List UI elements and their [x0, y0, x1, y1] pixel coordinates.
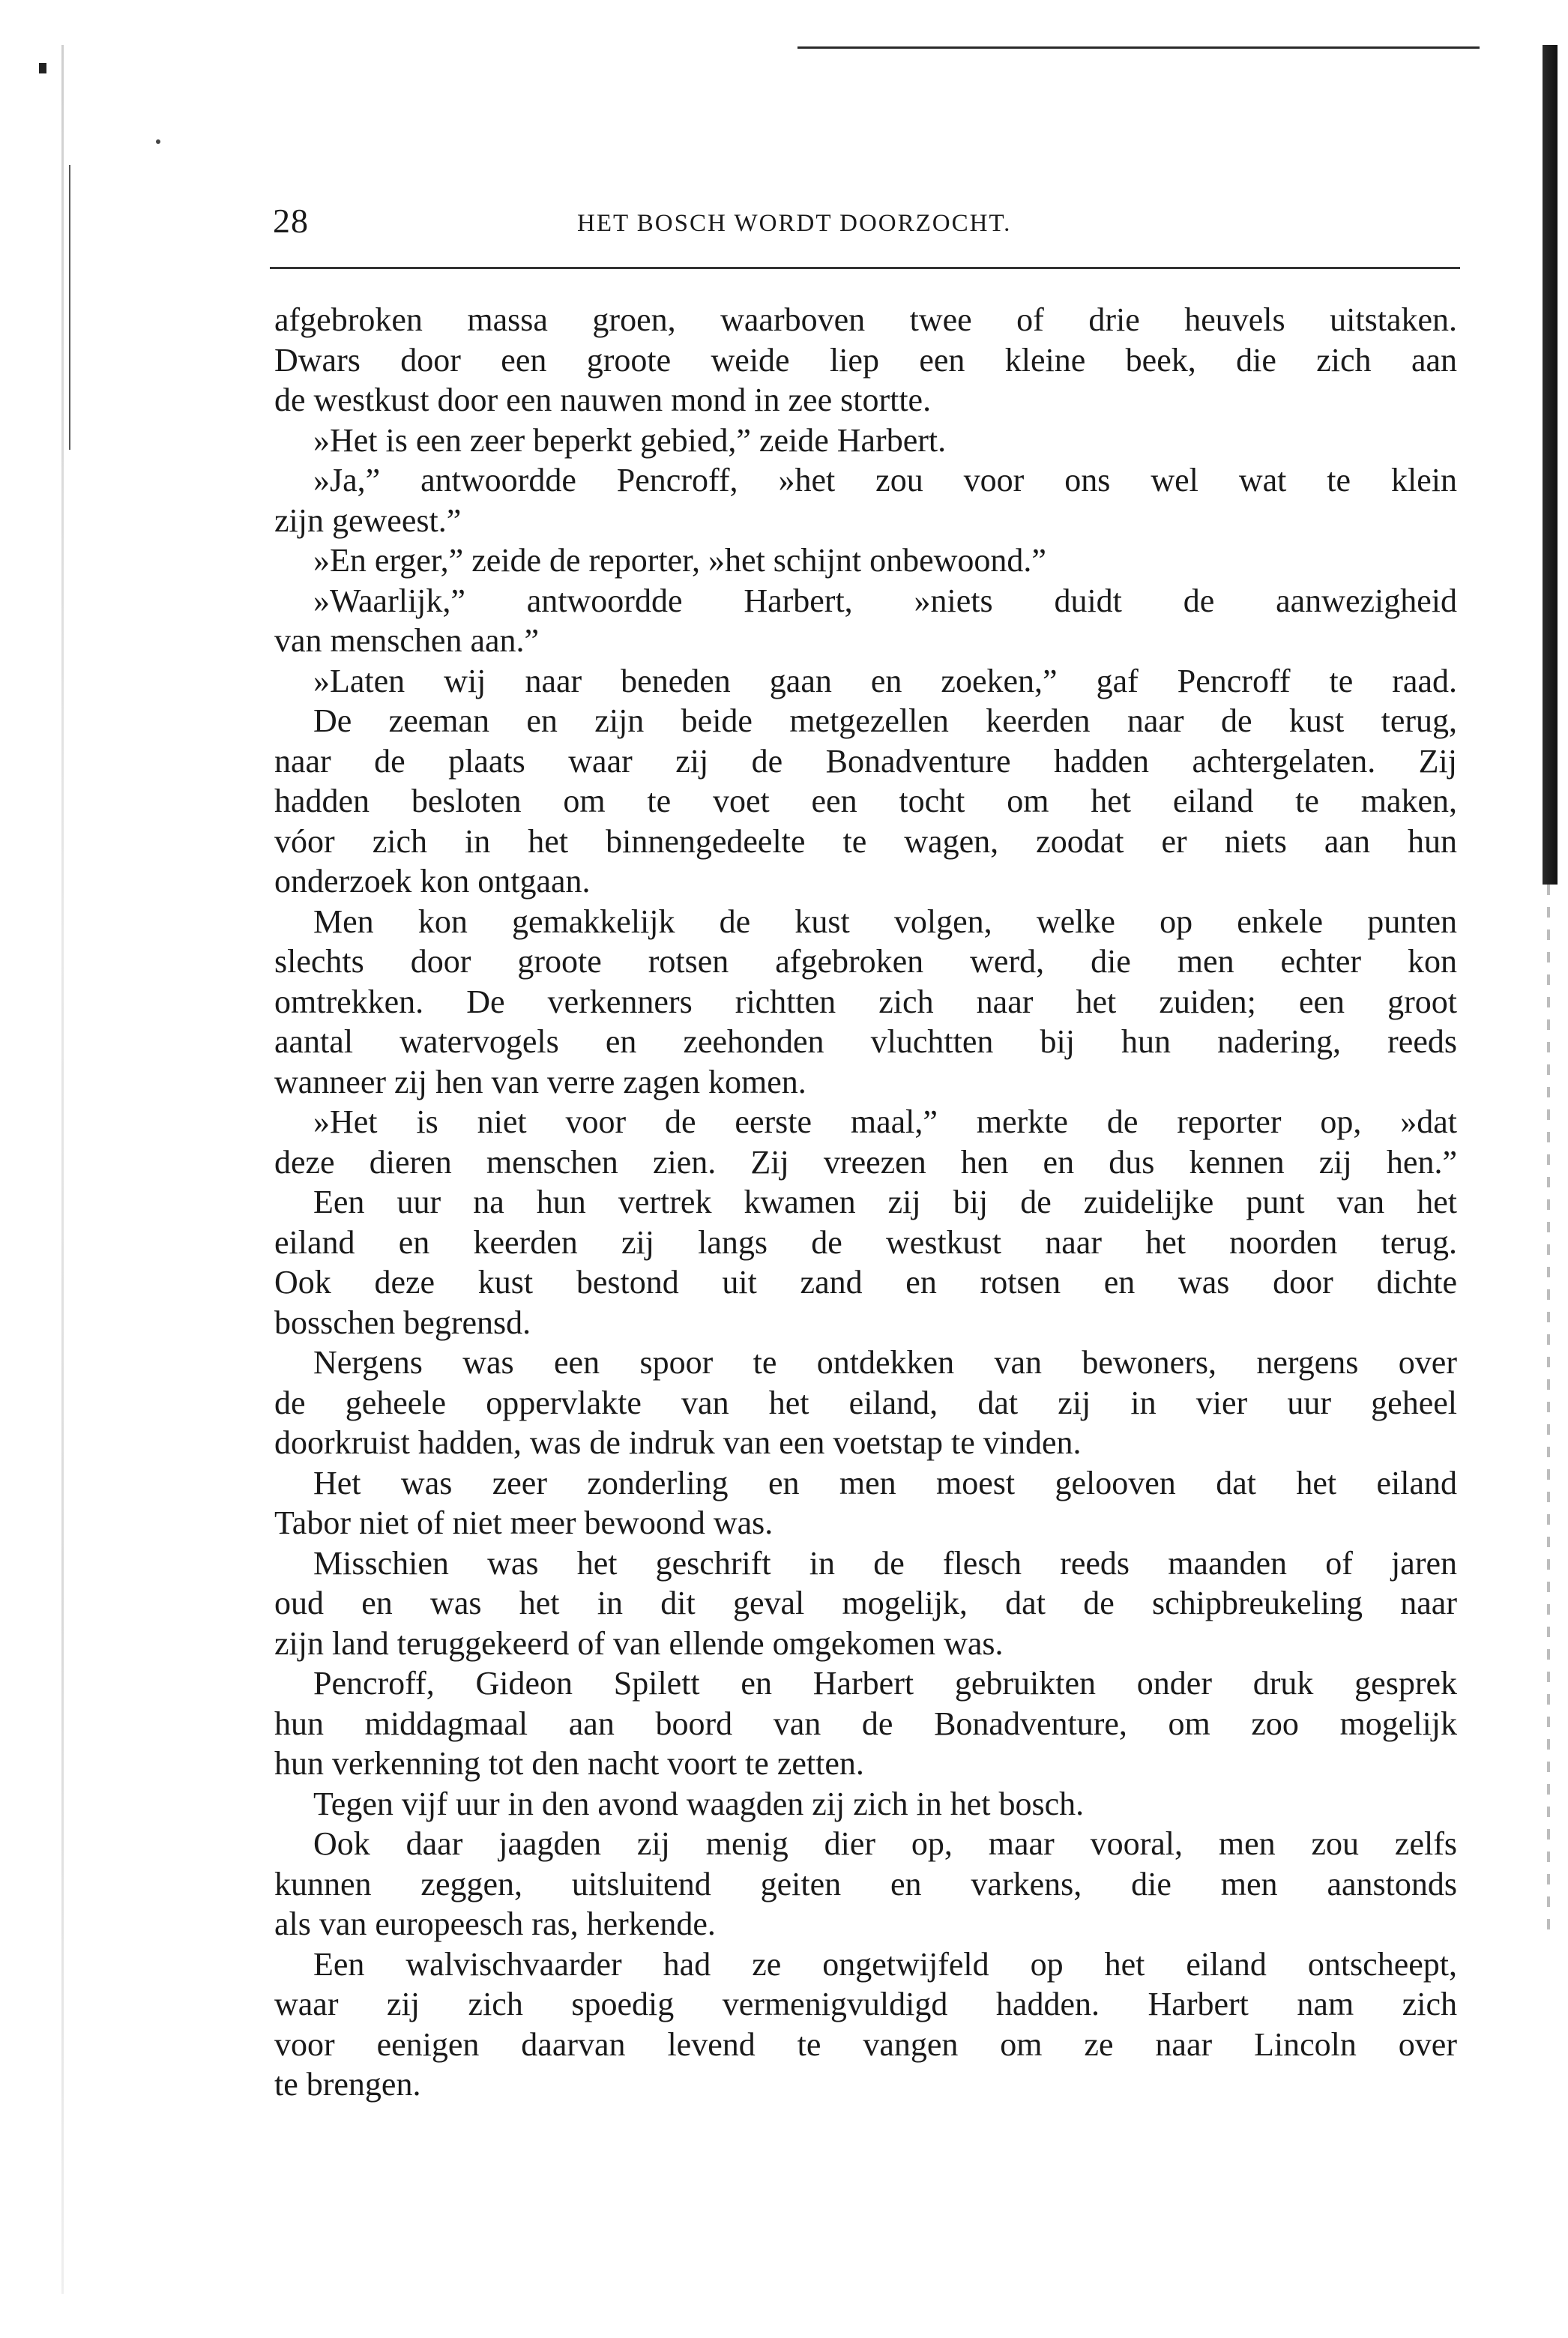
text-line: »En erger,” zeide de reporter, »het schijnt onbewoond.” [313, 542, 1046, 579]
text-line: Een uur na hun vertrek kwamen zij bij de zuidelijke punt van het [313, 1184, 1457, 1220]
text-line: aantal watervogels en zeehonden vluchtten bij hun nadering, reeds [274, 1023, 1457, 1060]
text-line: Pencroff, Gideon Spilett en Harbert gebruikten onder druk gesprek [313, 1665, 1457, 1702]
text-line: Ook daar jaagden zij menig dier op, maar vooral, men zou zelfs [313, 1825, 1457, 1862]
text-line: hun middagmaal aan boord van de Bonadventure, om zoo mogelijk [274, 1705, 1457, 1742]
scan-edge-right-lower [1547, 885, 1550, 1934]
scan-edge-left [61, 45, 64, 2294]
scan-dot [156, 139, 160, 144]
text-line: hadden besloten om te voet een tocht om het eiland te maken, [274, 783, 1457, 819]
text-line: deze dieren menschen zien. Zij vreezen hen en dus kennen zij hen.” [274, 1143, 1457, 1181]
text-line: zijn geweest.” [274, 501, 462, 539]
text-line: De zeeman en zijn beide metgezellen keerden naar de kust terug, [313, 702, 1457, 739]
text-line: de westkust door een nauwen mond in zee stortte. [274, 382, 932, 418]
running-title: HET BOSCH WORDT DOORZOCHT. [577, 210, 1012, 237]
text-line: Het was zeer zonderling en men moest gelooven dat het eiland [313, 1464, 1457, 1501]
text-line: als van europeesch ras, herkende. [274, 1905, 716, 1942]
text-line: te brengen. [274, 2066, 421, 2103]
page-number: 28 [273, 202, 309, 240]
text-line: naar de plaats waar zij de Bonadventure hadden achtergelaten. Zij [274, 742, 1457, 780]
text-line: kunnen zeggen, uitsluitend geiten en varkens, die men aanstonds [274, 1865, 1457, 1902]
text-line: vóor zich in het binnengedeelte te wagen, zoodat er niets aan hun [274, 822, 1457, 860]
text-line: omtrekken. De verkenners richtten zich naar het zuiden; een groot [274, 983, 1457, 1020]
text-line: »Het is een zeer beperkt gebied,” zeide Harbert. [313, 421, 947, 459]
text-line: slechts door groote rotsen afgebroken werd, die men echter kon [274, 943, 1457, 980]
text-line: eiland en keerden zij langs de westkust naar het noorden terug. [274, 1223, 1457, 1261]
scan-edge-right [1543, 45, 1558, 885]
text-line: Tegen vijf uur in den avond waagden zij zich in het bosch. [313, 1785, 1085, 1822]
text-line: Men kon gemakkelijk de kust volgen, welke op enkele punten [313, 903, 1457, 940]
text-line: Een walvischvaarder had ze ongetwijfeld op het eiland ontscheept, [313, 1945, 1457, 1983]
text-line: waar zij zich spoedig vermenigvuldigd hadden. Harbert nam zich [274, 1986, 1457, 2022]
text-line: onderzoek kon ontgaan. [274, 863, 591, 900]
text-line: van menschen aan.” [274, 622, 540, 659]
text-line: oud en was het in dit geval mogelijk, dat de schipbreukeling naar [274, 1585, 1457, 1621]
text-line: Tabor niet of niet meer bewoond was. [274, 1504, 774, 1541]
scan-mark [39, 63, 46, 73]
body-text [274, 300, 1457, 2105]
text-line: hun verkenning tot den nacht voort te zetten. [274, 1745, 864, 1782]
text-line: Misschien was het geschrift in de flesch reeds maanden of jaren [313, 1544, 1457, 1582]
header-rule [270, 267, 1460, 269]
text-line: wanneer zij hen van verre zagen komen. [274, 1063, 806, 1100]
scan-top-edge [797, 46, 1480, 49]
text-line: de geheele oppervlakte van het eiland, dat zij in vier uur geheel [274, 1384, 1457, 1421]
text-line: afgebroken massa groen, waarboven twee of drie heuvels uitstaken. [274, 301, 1457, 338]
text-line: »Waarlijk,” antwoordde Harbert, »niets duidt de aanwezigheid [313, 582, 1457, 619]
text-line: »Het is niet voor de eerste maal,” merkte de reporter op, »dat [313, 1103, 1457, 1140]
text-line: »Ja,” antwoordde Pencroff, »het zou voor ons wel wat te klein [313, 462, 1457, 498]
scan-edge-left-dark [69, 165, 70, 450]
text-line: voor eenigen daarvan levend te vangen om ze naar Lincoln over [274, 2025, 1457, 2063]
text-line: bosschen begrensd. [274, 1304, 531, 1341]
text-line: Dwars door een groote weide liep een kleine beek, die zich aan [274, 341, 1457, 379]
text-line: Ook deze kust bestond uit zand en rotsen en was door dichte [274, 1264, 1457, 1301]
text-line: zijn land teruggekeerd of van ellende omgekomen was. [274, 1624, 1004, 1662]
text-line: doorkruist hadden, was de indruk van een voetstap te vinden. [274, 1424, 1082, 1461]
text-line: Nergens was een spoor te ontdekken van bewoners, nergens over [313, 1344, 1457, 1381]
text-line: »Laten wij naar beneden gaan en zoeken,” gaf Pencroff te raad. [313, 662, 1457, 699]
